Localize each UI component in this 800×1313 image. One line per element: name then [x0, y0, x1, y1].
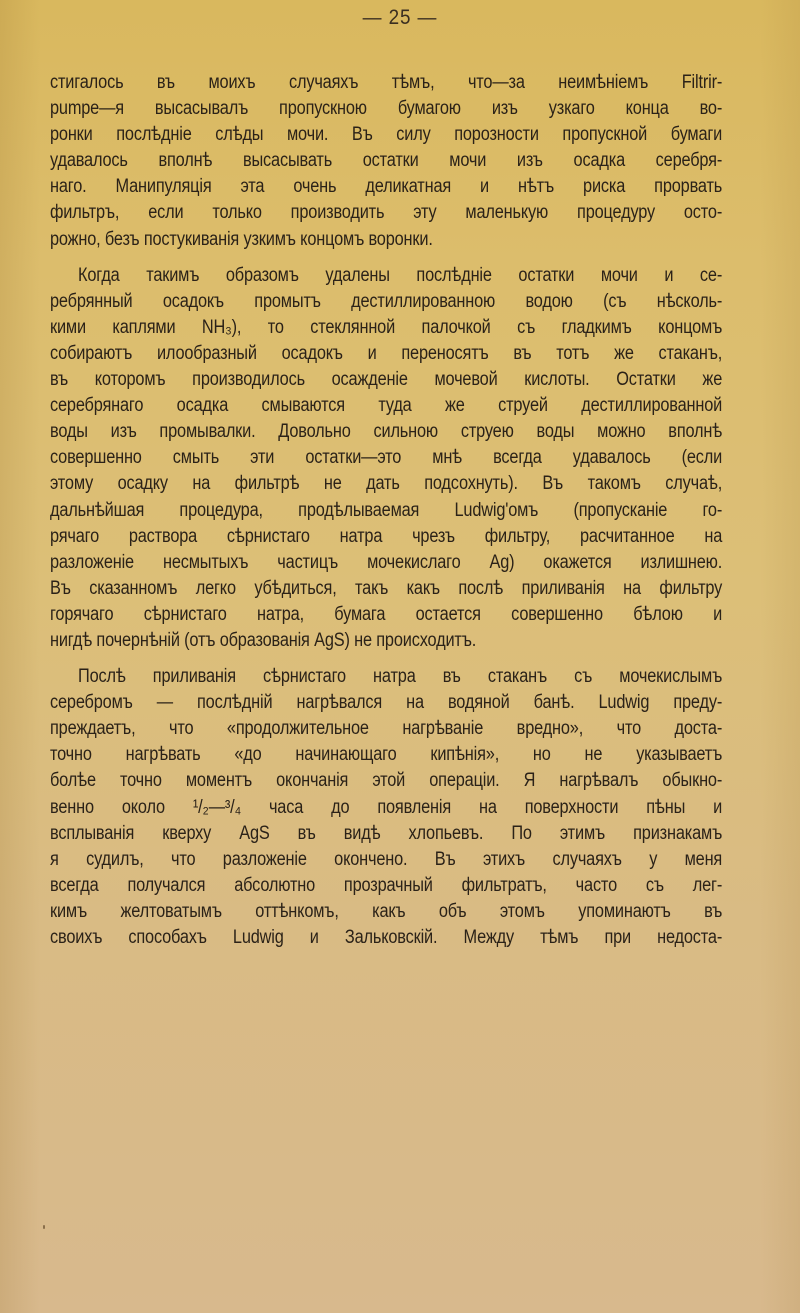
paragraph-2: [50, 263, 722, 654]
line-text: въ которомъ производилось осажденіе мочевой кислоты. Остатки же: [50, 369, 723, 391]
text-line: [50, 471, 722, 497]
text-line: [50, 576, 722, 602]
text-line: [50, 925, 722, 951]
line-text: ронки послѣдніе слѣды мочи. Въ силу порозности пропускной бумаги: [50, 124, 723, 146]
text-line: [50, 821, 722, 847]
text-line: [50, 445, 722, 471]
text-line: [50, 174, 722, 200]
text-line: [50, 899, 722, 925]
line-text: удавалось вполнѣ высасывать остатки мочи изъ осадка серебря-: [50, 150, 723, 172]
body-text: [50, 70, 722, 951]
paper-speck: [43, 1225, 45, 1229]
text-line: [50, 122, 722, 148]
line-text: разложеніе несмытыхъ частицъ мочекислаго Ag) окажется излишнею.: [50, 551, 723, 573]
line-text: горячаго сѣрнистаго натра, бумага остается совершенно бѣлою и: [50, 603, 723, 625]
line-text: преждаетъ, что «продолжительное нагрѣваніе вредно», что доста-: [50, 718, 723, 740]
line-text: я судилъ, что разложеніе окончено. Въ этихъ случаяхъ у меня: [50, 848, 723, 870]
line-text: венно около ¹/₂—³/₄ часа до появленія на поверхности пѣны и: [50, 796, 723, 818]
line-text: болѣе точно моментъ окончанія этой операціи. Я нагрѣвалъ обыкно-: [50, 770, 723, 792]
text-line: [50, 315, 722, 341]
line-text: всплыванія кверху AgS въ видѣ хлопьевъ. По этимъ признакамъ: [50, 822, 723, 844]
text-line: [50, 873, 722, 899]
line-text: серебромъ — послѣдній нагрѣвался на водяной банѣ. Ludwig преду-: [50, 692, 723, 714]
line-text: наго. Манипуляція эта очень деликатная и нѣтъ риска прорвать: [50, 176, 723, 198]
text-line: [50, 148, 722, 174]
line-text: совершенно смыть эти остатки—это мнѣ всегда удавалось (если: [50, 447, 723, 469]
line-text: стигалось въ моихъ случаяхъ тѣмъ, что—за неимѣніемъ Filtrir-: [50, 72, 723, 93]
text-line: [50, 367, 722, 393]
line-text: воды изъ промывалки. Довольно сильною струею воды можно вполнѣ: [50, 421, 723, 443]
paragraph-gap: [50, 654, 722, 664]
page-number: — 25 —: [362, 6, 438, 29]
line-text: собираютъ илообразный осадокъ и переносятъ въ тотъ же стаканъ,: [50, 342, 723, 364]
line-text: своихъ способахъ Ludwig и Зальковскій. Между тѣмъ при недоста-: [50, 927, 723, 948]
line-text: кимъ желтоватымъ оттѣнкомъ, какъ объ этомъ упоминаютъ въ: [50, 900, 723, 922]
text-line: [50, 227, 722, 253]
line-text: кими каплями NH₃), то стеклянной палочкой съ гладкимъ концомъ: [50, 316, 723, 338]
text-line: [50, 690, 722, 716]
line-text: дальнѣйшая процедура, продѣлываемая Ludwig'омъ (пропусканіе го-: [50, 499, 723, 521]
line-text: Когда такимъ образомъ удалены послѣдніе остатки мочи и се-: [78, 264, 723, 286]
text-line: [50, 768, 722, 794]
text-line: [50, 70, 722, 96]
text-line: [50, 96, 722, 122]
text-line: [50, 524, 722, 550]
text-line: [50, 847, 722, 873]
line-text: Послѣ приливанія сѣрнистаго натра въ стаканъ съ мочекислымъ: [78, 666, 723, 688]
line-text: рожно, безъ постукиванія узкимъ концомъ воронки.: [50, 228, 433, 250]
line-text: Въ сказанномъ легко убѣдиться, такъ какъ послѣ приливанія на фильтру: [50, 577, 723, 599]
paragraph-3: [50, 664, 722, 951]
line-text: серебрянаго осадка смываются туда же струей дестиллированной: [50, 395, 723, 417]
line-text: ребрянный осадокъ промытъ дестиллированною водою (съ нѣсколь-: [50, 290, 723, 312]
text-line: [50, 602, 722, 628]
text-line: [50, 263, 722, 289]
text-line: [50, 200, 722, 226]
text-line: [50, 393, 722, 419]
text-line: [50, 664, 722, 690]
line-text: pumpe—я высасывалъ пропускною бумагою изъ узкаго конца во-: [50, 98, 723, 120]
line-text: всегда получался абсолютно прозрачный фильтратъ, часто съ лег-: [50, 874, 723, 896]
text-line: [50, 795, 722, 821]
line-text: фильтръ, если только производить эту маленькую процедуру осто-: [50, 202, 723, 224]
line-text: этому осадку на фильтрѣ не дать подсохнуть). Въ такомъ случаѣ,: [50, 473, 723, 495]
text-line: [50, 550, 722, 576]
paragraph-1: [50, 70, 722, 253]
line-text: точно нагрѣвать «до начинающаго кипѣнія», но не указываетъ: [50, 744, 723, 766]
line-text: нигдѣ почернѣній (отъ образованія AgS) не происходитъ.: [50, 629, 477, 651]
text-line: [50, 289, 722, 315]
text-line: [50, 716, 722, 742]
text-line: [50, 498, 722, 524]
line-text: рячаго раствора сѣрнистаго натра чрезъ фильтру, расчитанное на: [50, 525, 723, 547]
text-line: [50, 742, 722, 768]
text-line: [50, 341, 722, 367]
text-line: [50, 628, 722, 654]
text-line: [50, 419, 722, 445]
paragraph-gap: [50, 253, 722, 263]
